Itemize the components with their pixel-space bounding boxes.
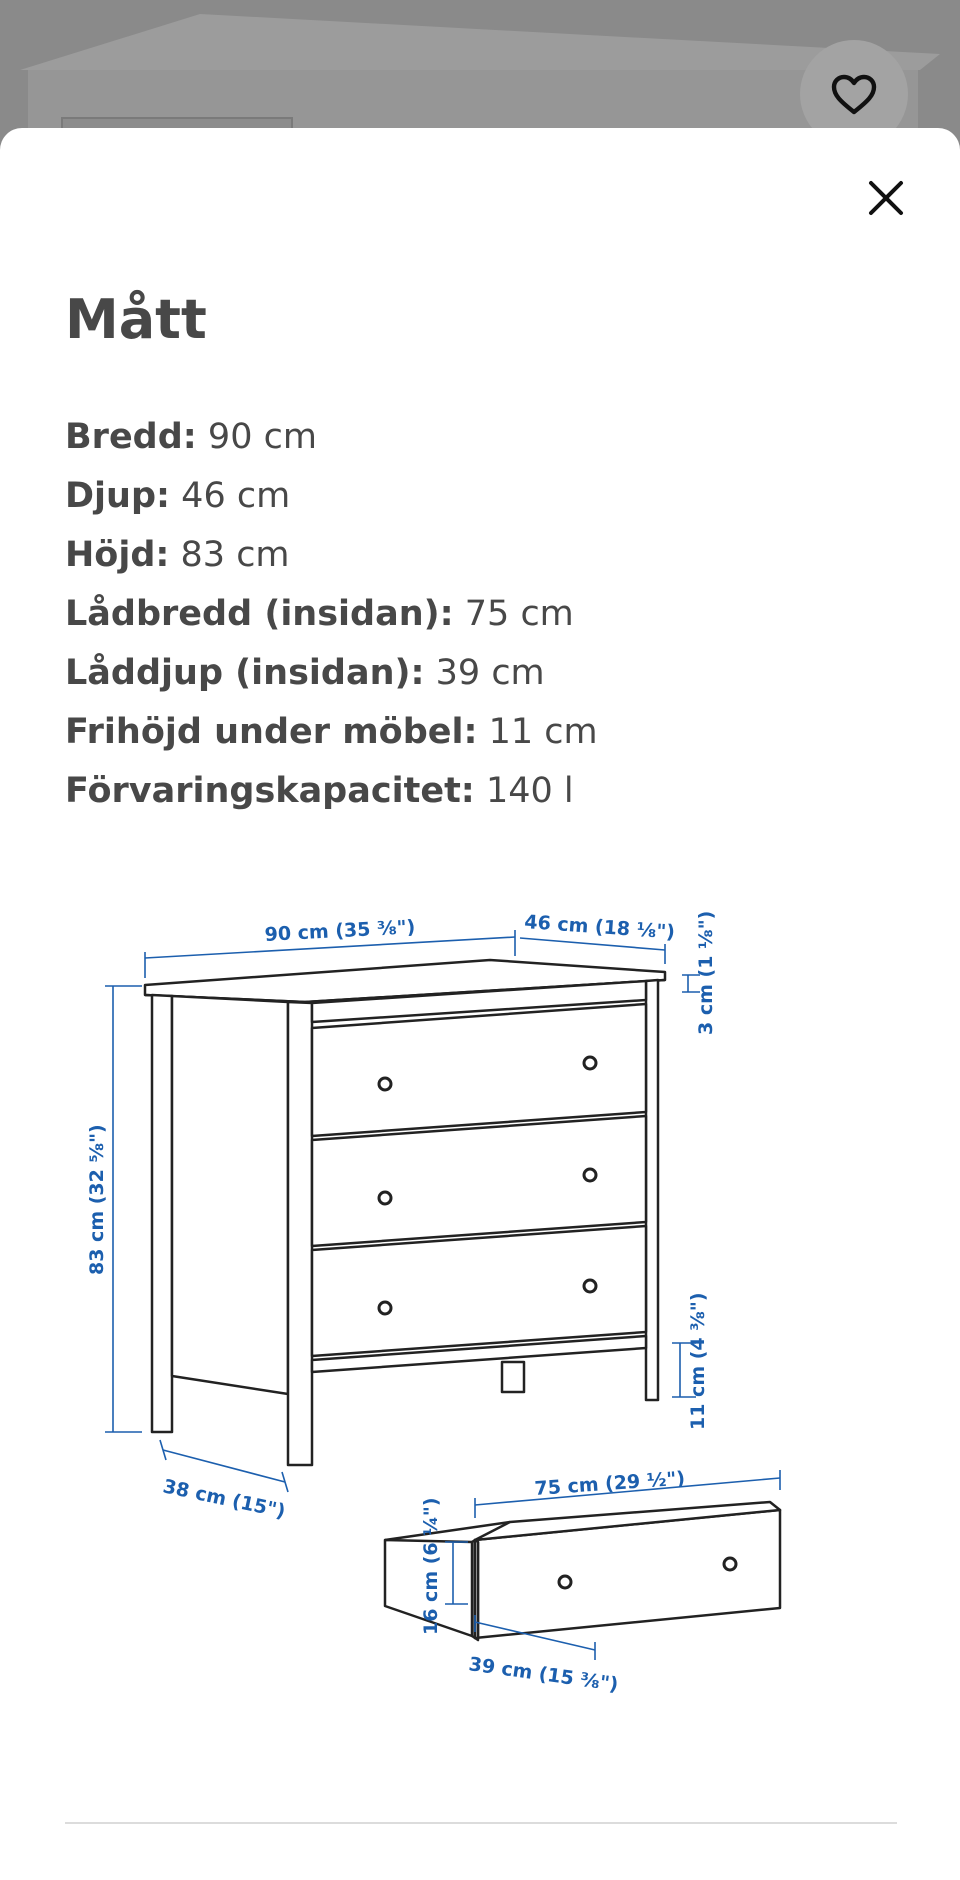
- spec-row-height: [65, 530, 598, 589]
- dim-clearance-label: 11 cm (4 ⅜"): [687, 1292, 709, 1430]
- spec-row-drawer-depth: [65, 648, 598, 707]
- dim-height-label: 83 cm (32 ⅝"): [86, 1124, 108, 1275]
- spec-row-capacity: [65, 766, 598, 825]
- dim-drawer-width-label: 75 cm (29 ½"): [533, 1467, 686, 1500]
- section-divider: [65, 1822, 897, 1824]
- dim-depth-label: 46 cm (18 ⅛"): [523, 911, 676, 944]
- spec-label: Djup:: [65, 476, 171, 516]
- close-icon: [867, 179, 905, 217]
- spec-value: 140 l: [485, 771, 574, 811]
- dim-drawer-depth-label: 39 cm (15 ⅜"): [467, 1653, 620, 1696]
- spec-value: 11 cm: [488, 712, 598, 752]
- spec-label: Låddjup (insidan):: [65, 653, 425, 693]
- spec-row-width: [65, 412, 598, 471]
- page-title: Mått: [65, 288, 207, 351]
- spec-label: Bredd:: [65, 417, 197, 457]
- spec-row-depth: [65, 471, 598, 530]
- spec-value: 46 cm: [181, 476, 291, 516]
- spec-value: 75 cm: [464, 594, 574, 634]
- spec-label: Förvaringskapacitet:: [65, 771, 475, 811]
- spec-row-drawer-width: [65, 589, 598, 648]
- spec-value: 83 cm: [180, 535, 290, 575]
- dim-drawer-height-label: 16 cm (6 ¼"): [420, 1497, 442, 1635]
- spec-value: 90 cm: [207, 417, 317, 457]
- dimension-list: [65, 412, 598, 825]
- dim-width-label: 90 cm (35 ⅜"): [264, 916, 416, 946]
- spec-value: 39 cm: [435, 653, 545, 693]
- close-button[interactable]: [858, 170, 914, 226]
- dim-side-depth-label: 38 cm (15"): [160, 1475, 288, 1523]
- spec-label: Höjd:: [65, 535, 170, 575]
- heart-icon: [830, 72, 878, 116]
- dim-top-thickness-label: 3 cm (1 ⅛"): [695, 910, 717, 1035]
- spec-row-clearance: [65, 707, 598, 766]
- spec-label: Frihöjd under möbel:: [65, 712, 478, 752]
- spec-label: Lådbredd (insidan):: [65, 594, 454, 634]
- dimension-drawing: [86, 900, 880, 1700]
